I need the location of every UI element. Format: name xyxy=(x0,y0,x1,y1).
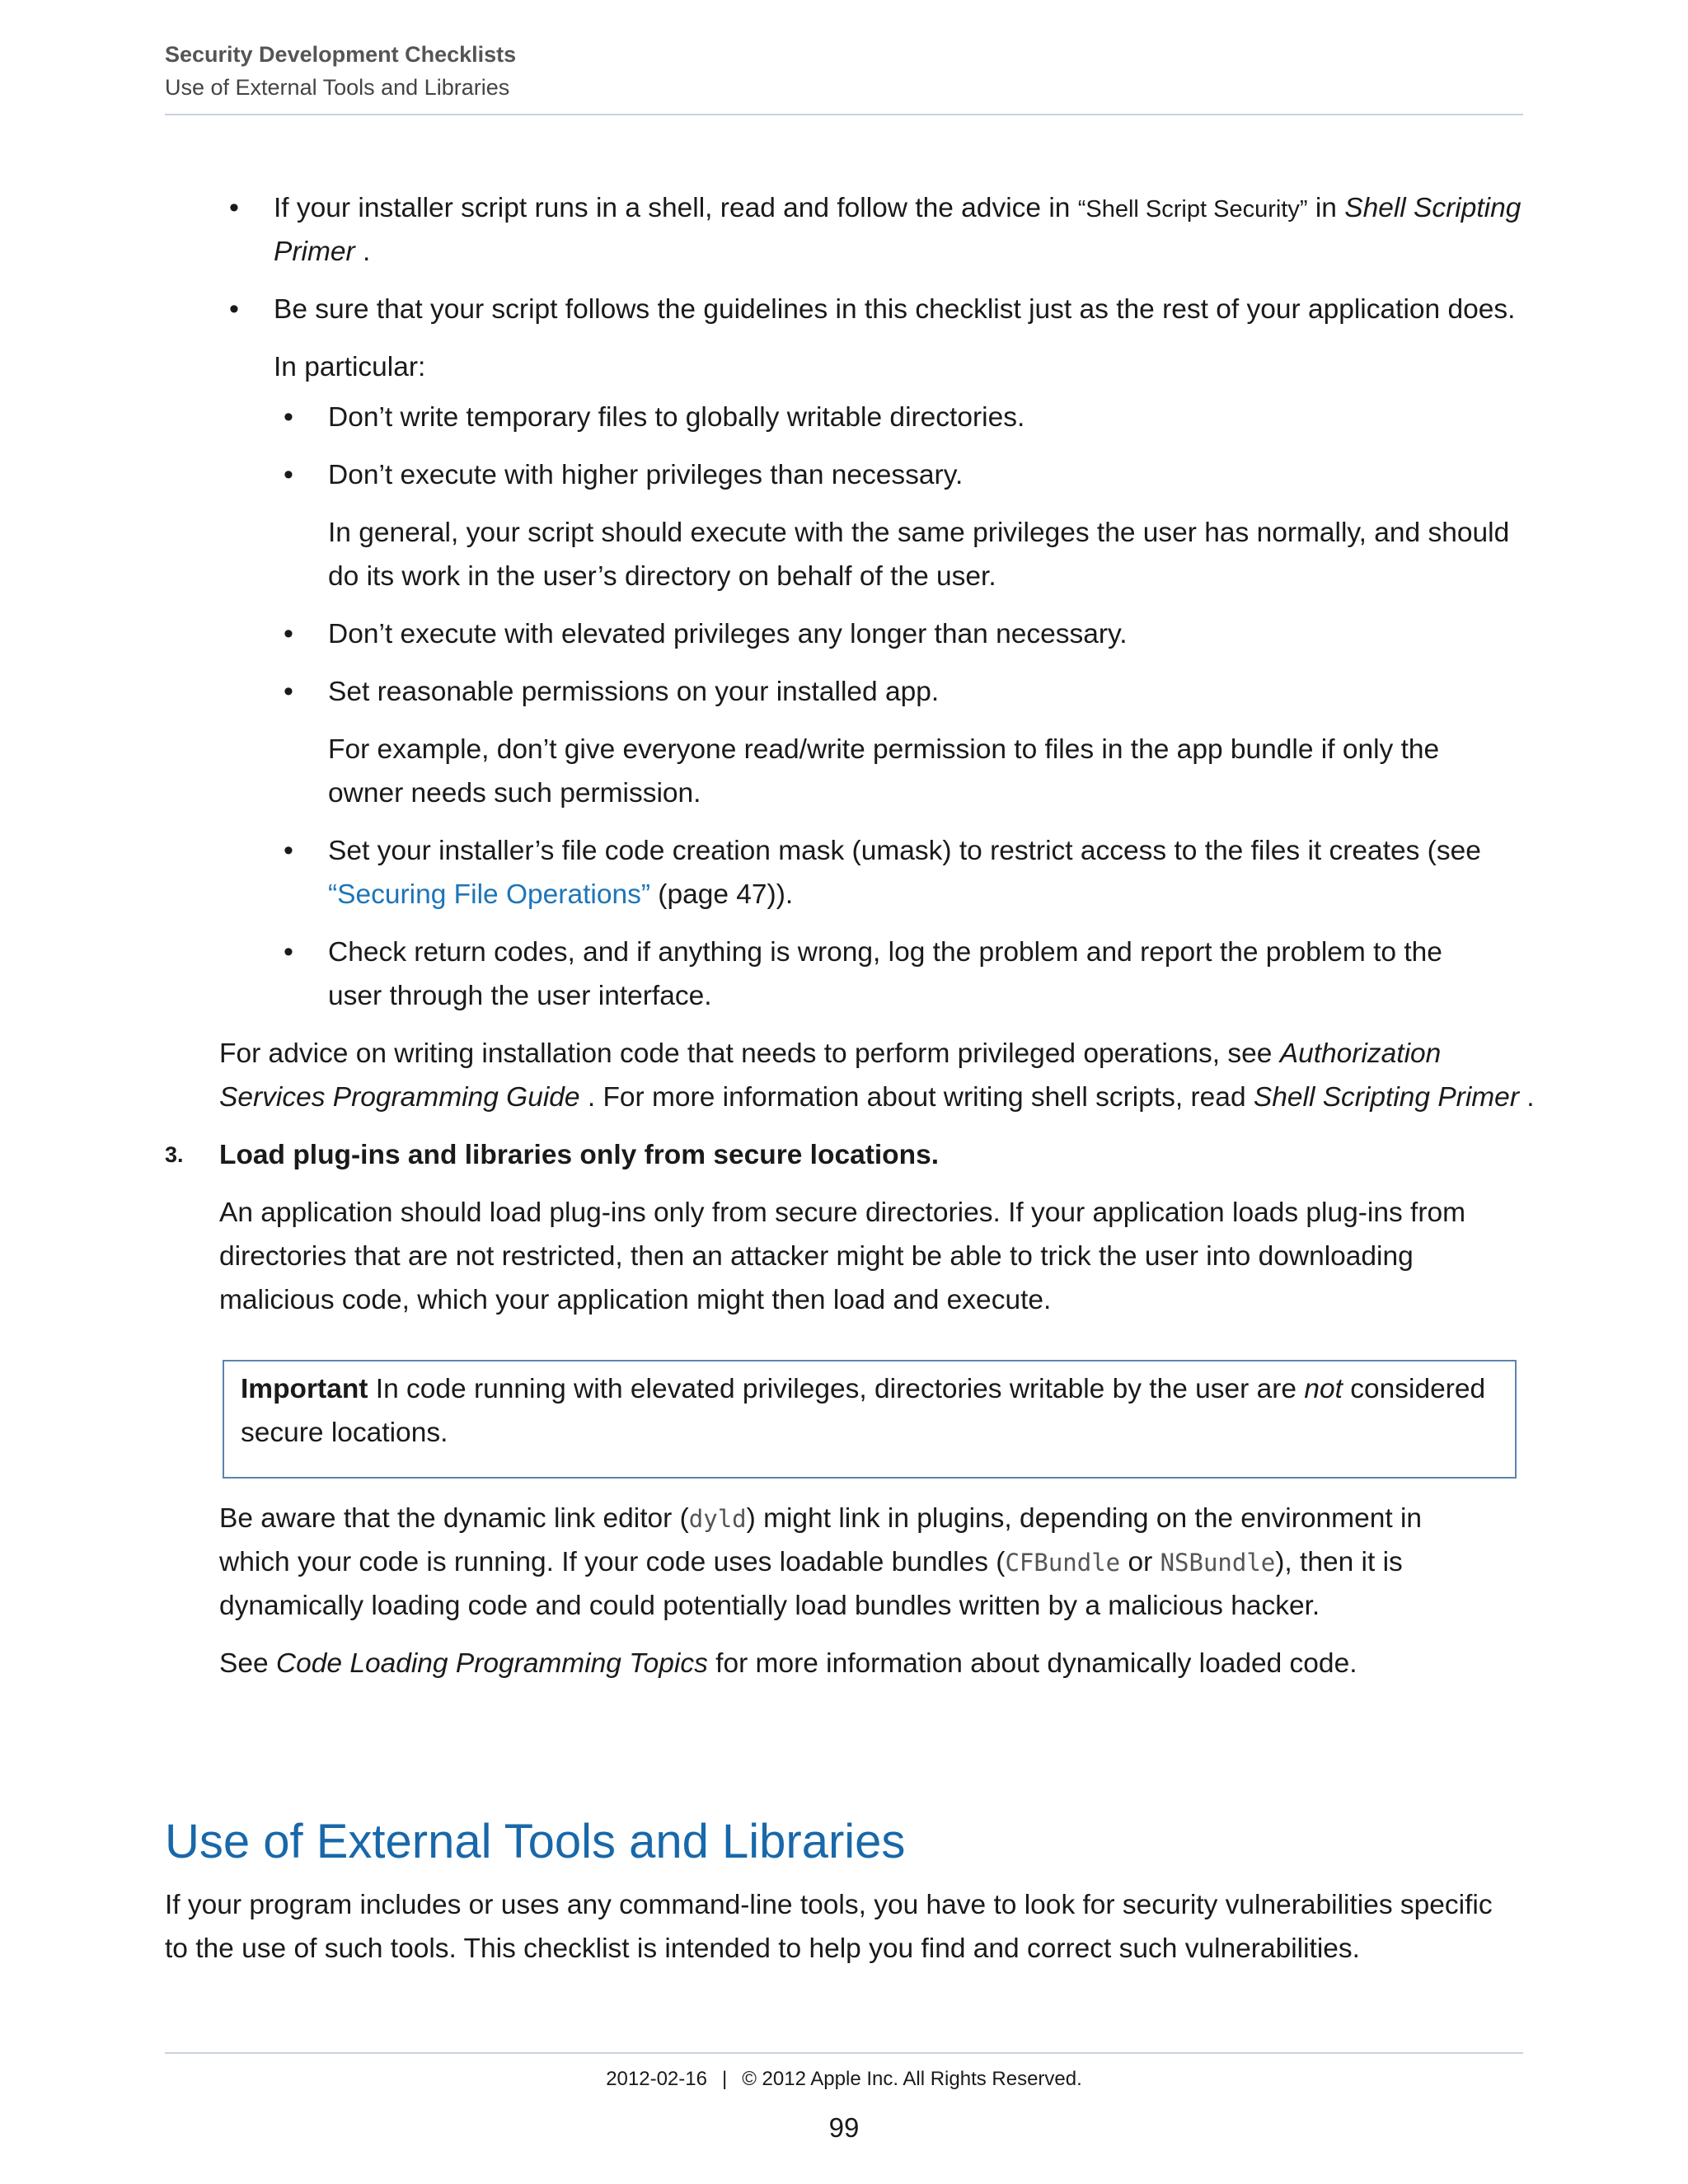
bullet-icon: • xyxy=(284,618,293,649)
page-ref: (page 47)). xyxy=(650,879,794,910)
sub-bullet-4: Set reasonable permissions on your installed app. xyxy=(328,677,940,707)
page-number: 99 xyxy=(828,2112,860,2143)
bullet-icon: • xyxy=(284,676,293,707)
see-text-cont: for more information about dynamically loaded code. xyxy=(707,1648,1357,1679)
sub-bullet-4-note-line-2: owner needs such permission. xyxy=(328,778,701,808)
running-header xyxy=(165,40,516,102)
sub-bullet-3: Don’t execute with elevated privileges any longer than necessary. xyxy=(328,619,1128,649)
nsbundle-code: NSBundle xyxy=(1160,1549,1276,1577)
item-3-para-line-3: malicious code, which your application might then load and execute. xyxy=(219,1285,1052,1315)
authorization-book-title-cont: Services Programming Guide xyxy=(219,1082,580,1113)
bullet-icon: • xyxy=(284,936,293,968)
bullet-1-in: in xyxy=(1307,193,1345,223)
callout-text-cont: considered xyxy=(1342,1374,1486,1404)
advice-line-1 xyxy=(219,1032,1441,1076)
header-rule xyxy=(165,114,1523,115)
sub-bullet-2-note-line-2: do its work in the user’s directory on behalf of the user. xyxy=(328,561,996,592)
bullet-icon: • xyxy=(229,293,239,325)
bullet-icon: • xyxy=(284,459,293,490)
advice-line-2 xyxy=(219,1076,1535,1119)
advice-text: For advice on writing installation code that needs to perform privileged operations, see xyxy=(219,1038,1280,1069)
in-particular-text: In particular: xyxy=(274,352,426,382)
dyld-line-3: dynamically loading code and could potentially load bundles written by a malicious hacker. xyxy=(219,1591,1320,1621)
sub-bullet-1: Don’t write temporary files to globally writable directories. xyxy=(328,402,1025,433)
callout-line-1 xyxy=(241,1367,1485,1411)
advice-end: . xyxy=(1518,1082,1535,1113)
primer-book-title: Primer xyxy=(274,237,355,267)
bullet-1-text: If your installer script runs in a shell, read and follow the advice in xyxy=(274,193,1078,223)
section-para-line-1: If your program includes or uses any command-line tools, you have to look for security vulnerabilities specific xyxy=(165,1890,1493,1920)
shell-scripting-primer-title: Shell Scripting Primer xyxy=(1253,1082,1519,1113)
bullet-icon: • xyxy=(284,835,293,866)
sub-bullet-2-note-line-1: In general, your script should execute with the same privileges the user has normally, and should xyxy=(328,518,1510,548)
dyld-code: dyld xyxy=(688,1505,747,1533)
callout-line-2: secure locations. xyxy=(241,1418,448,1448)
sub-bullet-2: Don’t execute with higher privileges than necessary. xyxy=(328,460,964,490)
authorization-book-title: Authorization xyxy=(1279,1038,1442,1069)
important-label: Important xyxy=(241,1374,368,1404)
bullet-icon: • xyxy=(284,401,293,433)
bullet-icon: • xyxy=(229,192,239,223)
code-loading-book-title: Code Loading Programming Topics xyxy=(275,1648,708,1679)
section-heading: Use of External Tools and Libraries xyxy=(165,1815,906,1868)
dyld-text: Be aware that the dynamic link editor ( xyxy=(219,1503,689,1534)
footer-rule xyxy=(165,2052,1523,2054)
shell-scripting-book-title: Shell Scripting xyxy=(1344,193,1522,223)
sub-bullet-6-line-2: user through the user interface. xyxy=(328,981,712,1011)
item-3-para-line-1: An application should load plug-ins only from secure directories. If your application loads plug-ins from xyxy=(219,1197,1466,1228)
footer-copyright: © 2012 Apple Inc. All Rights Reserved. xyxy=(742,2068,1082,2090)
advice-text-mid: . For more information about writing shell scripts, read xyxy=(579,1082,1254,1113)
shell-script-security-ref: “Shell Script Security” xyxy=(1077,196,1308,223)
section-para-line-2: to the use of such tools. This checklist is intended to help you find and correct such vulnerabilities. xyxy=(165,1933,1360,1964)
dyld-line-1 xyxy=(219,1497,1422,1541)
callout-text: In code running with elevated privileges, directories writable by the user are xyxy=(368,1374,1305,1404)
dyld-line-2 xyxy=(219,1540,1403,1585)
bullet-2-text: Be sure that your script follows the guidelines in this checklist just as the rest of your application does. xyxy=(274,294,1516,325)
dyld-text-cont: ) might link in plugins, depending on the environment in xyxy=(746,1503,1423,1534)
bundle-text-cont: ), then it is xyxy=(1275,1547,1403,1577)
list-number: 3. xyxy=(165,1142,184,1167)
sub-bullet-5-line-2 xyxy=(328,873,793,916)
see-also-line xyxy=(219,1642,1357,1685)
item-3-para-line-2: directories that are not restricted, then an attacker might be able to trick the user into downloading xyxy=(219,1241,1414,1272)
sub-bullet-6-line-1: Check return codes, and if anything is wrong, log the problem and report the problem to the xyxy=(328,937,1442,968)
header-section-title: Use of External Tools and Libraries xyxy=(165,75,510,100)
item-3-title: Load plug-ins and libraries only from secure locations. xyxy=(219,1140,940,1170)
callout-emphasis: not xyxy=(1304,1374,1343,1404)
header-chapter-title: Security Development Checklists xyxy=(165,42,517,67)
cfbundle-code: CFBundle xyxy=(1005,1549,1121,1577)
see-text: See xyxy=(219,1648,276,1679)
footer-date: 2012-02-16 xyxy=(606,2068,707,2090)
securing-file-operations-link[interactable]: “Securing File Operations” xyxy=(328,879,650,910)
sub-bullet-5-line-1: Set your installer’s file code creation mask (umask) to restrict access to the files it creates (see xyxy=(328,836,1481,866)
footer-separator: | xyxy=(721,2068,728,2090)
bundle-text: which your code is running. If your code uses loadable bundles ( xyxy=(219,1547,1006,1577)
sub-bullet-4-note-line-1: For example, don’t give everyone read/write permission to files in the app bundle if only the xyxy=(328,734,1440,765)
bullet-1-line-1 xyxy=(274,186,1521,232)
bullet-1-line-2 xyxy=(274,230,370,274)
page-footer xyxy=(0,2065,1688,2093)
bullet-1-end: . xyxy=(354,237,371,267)
or-text: or xyxy=(1120,1547,1160,1577)
